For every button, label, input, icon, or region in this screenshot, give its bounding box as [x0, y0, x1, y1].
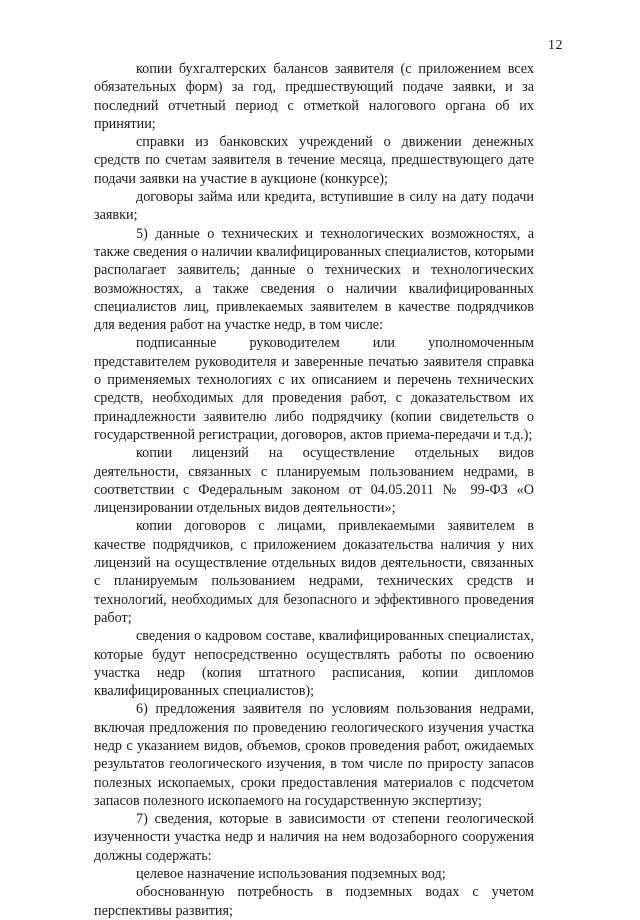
paragraph-bank-statements: справки из банковских учреждений о движении денежных средств по счетам заявителя в течение месяца, предшествующего дате подачи заявки на участие в аукционе (конкурсе);	[94, 134, 534, 187]
paragraph-technology-certificate: подписанные руководителем или уполномоченным представителем руководителя и заверенные печатью заявителя справка о применяемых технологиях с их описанием и перечень технических средств, необходимых для проведения работ, с доказательством их принадлежности заявителю либо подрядчику (копии свидетельств о государственной регистрации, договоров, актов приема-передачи и т.д.);	[94, 335, 534, 443]
paragraph-item-5-technical-data: 5) данные о технических и технологических возможностях, а также сведения о наличии квалифицированных специалистов, которыми располагает заявитель; данные о технических и технологических возможностях, а также сведения о наличии квалифицированных специалистов лиц, привлекаемых заявителем в качестве подрядчиков для ведения работ на участке недр, в том числе:	[94, 225, 534, 334]
paragraph-staff-info: сведения о кадровом составе, квалифицированных специалистах, которые будут непосредственно осуществлять работы по освоению участка недр (копия штатного расписания, копии дипломов квалифицированных специалистов);	[94, 628, 534, 700]
paragraph-item-6-proposals: 6) предложения заявителя по условиям пользования недрами, включая предложения по проведению геологического изучения участка недр с указанием видов, объемов, сроков проведения работ, ожидаемых результатов геологического изучения, в том числе по приросту запасов полезных ископаемых, сроки предоставления материалов с подсчетом запасов полезного ископаемого на государственную экспертизу;	[94, 701, 534, 809]
paragraph-loan-agreements: договоры займа или кредита, вступившие в силу на дату подачи заявки;	[94, 189, 534, 224]
paragraph-groundwater-demand: обоснованную потребность в подземных водах с учетом перспективы развития;	[94, 884, 534, 919]
paragraph-groundwater-purpose: целевое назначение использования подземных вод;	[136, 866, 446, 883]
paragraph-item-7-information: 7) сведения, которые в зависимости от степени геологической изученности участка недр и наличия на нем водозаборного сооружения должны содержать:	[94, 811, 534, 864]
paragraph-contractor-agreements: копии договоров с лицами, привлекаемыми заявителем в качестве подрядчиков, с приложением доказательства наличия у них лицензий на осуществление отдельных видов деятельности, связанных с планируемым пользованием недрами, технических средств и технологий, необходимых для безопасного и эффективного проведения работ;	[94, 518, 534, 626]
document-body	[94, 60, 534, 920]
paragraph-license-copies: копии лицензий на осуществление отдельных видов деятельности, связанных с планируемым пользованием недрами, в соответствии с Федеральным законом от 04.05.2011 № 99-ФЗ «О лицензировании отдельных видов деятельности»;	[94, 445, 534, 517]
paragraph-balance-copies: копии бухгалтерских балансов заявителя (с приложением всех обязательных форм) за год, предшествующий подаче заявки, и за последний отчетный период с отметкой налогового органа об их принятии;	[94, 61, 534, 132]
page-number: 12	[548, 38, 563, 53]
